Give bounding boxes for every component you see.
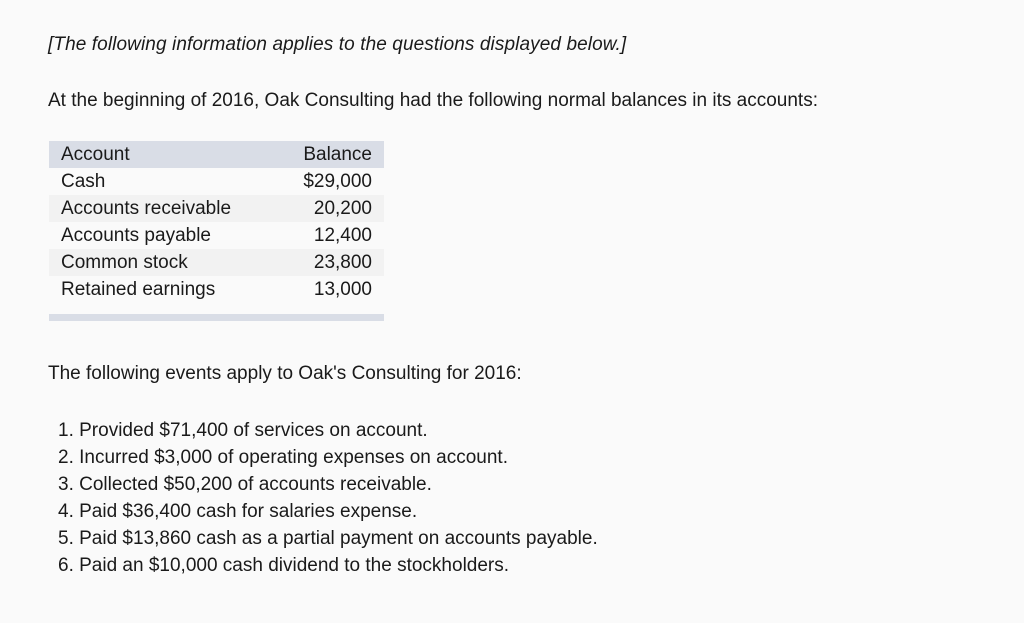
account-name: Cash — [49, 168, 276, 195]
account-name: Retained earnings — [49, 276, 276, 303]
list-item: 4. Paid $36,400 cash for salaries expense. — [58, 501, 418, 522]
table-row — [49, 249, 384, 276]
list-item: 2. Incurred $3,000 of operating expenses on account. — [58, 447, 508, 468]
list-item: 5. Paid $13,860 cash as a partial payment on accounts payable. — [58, 528, 598, 549]
list-item: 6. Paid an $10,000 cash dividend to the stockholders. — [58, 555, 510, 576]
account-balance: 12,400 — [276, 222, 384, 249]
events-heading: The following events apply to Oak's Consulting for 2016: — [48, 363, 522, 384]
list-item: 1. Provided $71,400 of services on account. — [58, 420, 428, 441]
account-balance: 13,000 — [276, 276, 384, 303]
account-name: Accounts payable — [49, 222, 276, 249]
list-item: 3. Collected $50,200 of accounts receivable. — [58, 474, 432, 495]
account-name: Common stock — [49, 249, 276, 276]
intro-note: [The following information applies to the questions displayed below.] — [48, 34, 627, 55]
table-header-row — [49, 141, 384, 168]
account-balances-table — [49, 141, 384, 303]
account-balance: 23,800 — [276, 249, 384, 276]
table-row — [49, 276, 384, 303]
events-list — [58, 419, 598, 581]
column-header-balance: Balance — [276, 141, 384, 168]
table-row — [49, 195, 384, 222]
table-footer-divider — [49, 314, 384, 321]
account-name: Accounts receivable — [49, 195, 276, 222]
account-balance: 20,200 — [276, 195, 384, 222]
table-row — [49, 168, 384, 195]
table-row — [49, 222, 384, 249]
column-header-account: Account — [49, 141, 276, 168]
lead-paragraph: At the beginning of 2016, Oak Consulting had the following normal balances in its accounts: — [48, 90, 818, 111]
account-balance: $29,000 — [276, 168, 384, 195]
